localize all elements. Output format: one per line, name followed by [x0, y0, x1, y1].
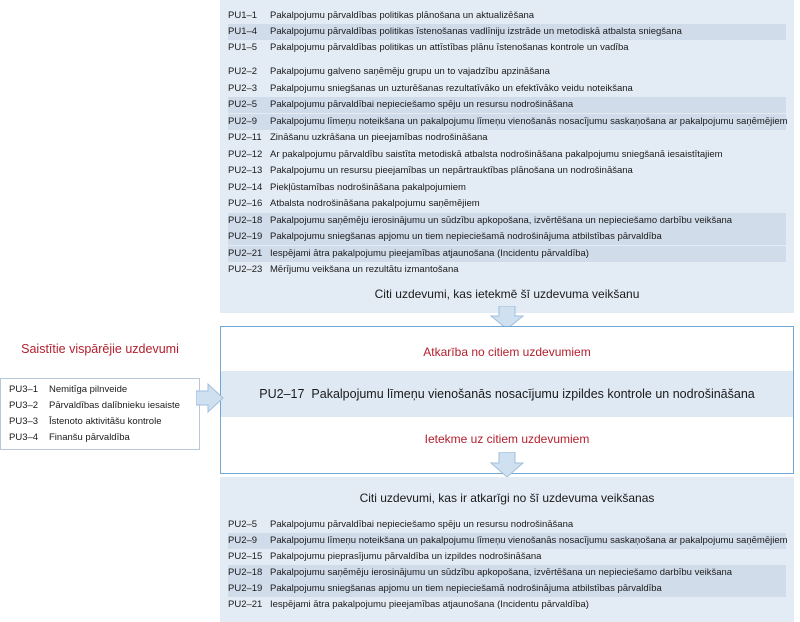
task-row	[228, 130, 786, 146]
central-task-title	[221, 371, 793, 417]
right-arrow-icon	[196, 382, 224, 414]
general-task-code: PU3–4	[9, 432, 39, 443]
related-general-tasks-title: Saistītie vispārējie uzdevumi	[21, 342, 179, 356]
task-code: PU2–5	[228, 519, 258, 530]
task-row	[228, 196, 786, 212]
task-text: Iespējami ātra pakalpojumu pieejamības atjaunošana (Incidentu pārvaldība)	[270, 247, 589, 259]
task-row	[228, 114, 786, 130]
dependency-label: Atkarība no citiem uzdevumiem	[423, 345, 591, 359]
general-task-text: Nemitīga pilnveide	[49, 384, 128, 395]
task-row	[228, 549, 786, 565]
task-row	[228, 81, 786, 97]
task-text: Pakalpojumu saņēmēju ierosinājumu un sūdzību apkopošana, izvērtēšana un nepieciešamo darbību veikšana	[270, 214, 733, 226]
task-text: Pakalpojumu pārvaldībai nepieciešamo spēju un resursu nodrošināšana	[270, 99, 574, 110]
task-text: Pakalpojumu pieprasījumu pārvaldība un izpildes nodrošināšana	[270, 551, 542, 562]
task-code: PU2–19	[228, 583, 263, 594]
task-row	[228, 262, 786, 278]
task-row	[228, 180, 786, 196]
task-row	[228, 565, 786, 581]
central-task-code: PU2–17	[259, 387, 305, 401]
task-row	[228, 24, 786, 40]
task-text: Atbalsta nodrošināšana pakalpojumu saņēmējiem	[270, 198, 480, 209]
task-code: PU2–15	[228, 551, 263, 562]
task-text: Pakalpojumu līmeņu noteikšana un pakalpojumu līmeņu vienošanās nosacījumu saskaņošana ar pakalpojumu saņēmējiem	[270, 115, 788, 127]
central-task-band	[221, 371, 793, 417]
task-text: Pakalpojumu pārvaldības politikas plānošana un aktualizēšana	[270, 10, 535, 21]
task-code: PU2–2	[228, 66, 258, 77]
task-text: Pakalpojumu līmeņu noteikšana un pakalpojumu līmeņu vienošanās nosacījumu saskaņošana ar pakalpojumu saņēmējiem	[270, 535, 788, 546]
dependent-tasks-caption: Citi uzdevumi, kas ir atkarīgi no šī uzdevuma veikšanas	[359, 491, 655, 505]
influencing-tasks-caption: Citi uzdevumi, kas ietekmē šī uzdevuma veikšanu	[374, 287, 640, 301]
task-text: Pakalpojumu sniegšanas un uzturēšanas rezultatīvāko un efektīvāko veidu noteikšana	[270, 82, 633, 94]
general-task-code: PU3–1	[9, 384, 39, 395]
task-code: PU2–16	[228, 198, 263, 209]
task-text: Iespējami ātra pakalpojumu pieejamības atjaunošana (Incidentu pārvaldība)	[270, 599, 589, 610]
task-code: PU2–21	[228, 599, 263, 610]
task-row	[228, 40, 786, 56]
task-text: Pakalpojumu sniegšanas apjomu un tiem nepieciešamā nodrošinājuma atbilstības pārvaldība	[270, 231, 662, 242]
task-code: PU2–19	[228, 231, 263, 242]
related-general-tasks-box	[0, 378, 200, 450]
task-code: PU2–18	[228, 567, 263, 578]
task-code: PU1–4	[228, 26, 258, 37]
task-row	[228, 581, 786, 597]
task-text: Pakalpojumu sniegšanas apjomu un tiem nepieciešamā nodrošinājuma atbilstības pārvaldība	[270, 583, 662, 594]
task-row	[228, 8, 786, 24]
task-row	[228, 246, 786, 262]
task-code: PU1–1	[228, 10, 258, 21]
task-row	[228, 163, 786, 179]
task-row	[228, 517, 786, 533]
down-arrow-icon	[489, 452, 525, 478]
task-text: Pakalpojumu pārvaldības politikas īstenošanas vadlīniju izstrāde un metodiskā atbalsta sniegšana	[270, 26, 682, 37]
task-text: Pakalpojumu pārvaldībai nepieciešamo spēju un resursu nodrošināšana	[270, 519, 574, 530]
task-text: Ar pakalpojumu pārvaldību saistīta metodiskā atbalsta nodrošināšana pakalpojumu sniegšanā iesaistītajiem	[270, 148, 723, 160]
task-code: PU2–9	[228, 115, 258, 127]
task-code: PU2–13	[228, 165, 263, 176]
task-code: PU2–14	[228, 181, 263, 193]
task-row	[228, 533, 786, 549]
task-row	[228, 597, 786, 613]
task-code: PU2–18	[228, 214, 263, 226]
task-row	[228, 97, 786, 113]
task-text: Pakalpojumu saņēmēju ierosinājumu un sūdzību apkopošana, izvērtēšana un nepieciešamo darbību veikšana	[270, 567, 733, 578]
influencing-tasks-panel	[220, 0, 794, 313]
task-text: Pakalpojumu pārvaldības politikas un attīstības plānu īstenošanas kontrole un vadība	[270, 42, 629, 53]
task-text: Mērījumu veikšana un rezultātu izmantošana	[270, 264, 459, 275]
general-task-code: PU3–2	[9, 400, 39, 411]
task-code: PU2–21	[228, 247, 263, 259]
task-code: PU2–23	[228, 264, 263, 275]
task-code: PU2–5	[228, 99, 258, 110]
task-row	[228, 229, 786, 245]
task-code: PU2–11	[228, 132, 262, 143]
general-task-row	[9, 398, 180, 414]
dependent-tasks-panel	[220, 477, 794, 622]
influence-label: Ietekme uz citiem uzdevumiem	[424, 432, 590, 446]
task-row	[228, 147, 786, 163]
general-task-row	[9, 382, 127, 398]
task-row	[228, 64, 786, 80]
task-code: PU2–12	[228, 148, 263, 160]
general-task-code: PU3–3	[9, 416, 39, 427]
task-code: PU2–9	[228, 535, 258, 546]
general-task-text: Pārvaldības dalībnieku iesaiste	[49, 400, 180, 411]
task-text: Pakalpojumu galveno saņēmēju grupu un to vajadzību apzināšana	[270, 66, 550, 77]
task-code: PU1–5	[228, 42, 258, 53]
general-task-row	[9, 430, 130, 446]
task-text: Pakalpojumu un resursu pieejamības un nepārtrauktības plānošana un nodrošināšana	[270, 165, 633, 176]
task-text: Zināšanu uzkrāšana un pieejamības nodrošināšana	[270, 132, 488, 143]
general-task-text: Īstenoto aktivitāšu kontrole	[49, 416, 162, 427]
task-row	[228, 213, 786, 229]
task-text: Piekļūstamības nodrošināšana pakalpojumiem	[270, 181, 466, 193]
task-code: PU2–3	[228, 82, 258, 94]
central-task-text: Pakalpojumu līmeņu vienošanās nosacījumu izpildes kontrole un nodrošināšana	[311, 387, 755, 401]
general-task-row	[9, 414, 161, 430]
general-task-text: Finanšu pārvaldība	[49, 432, 130, 443]
